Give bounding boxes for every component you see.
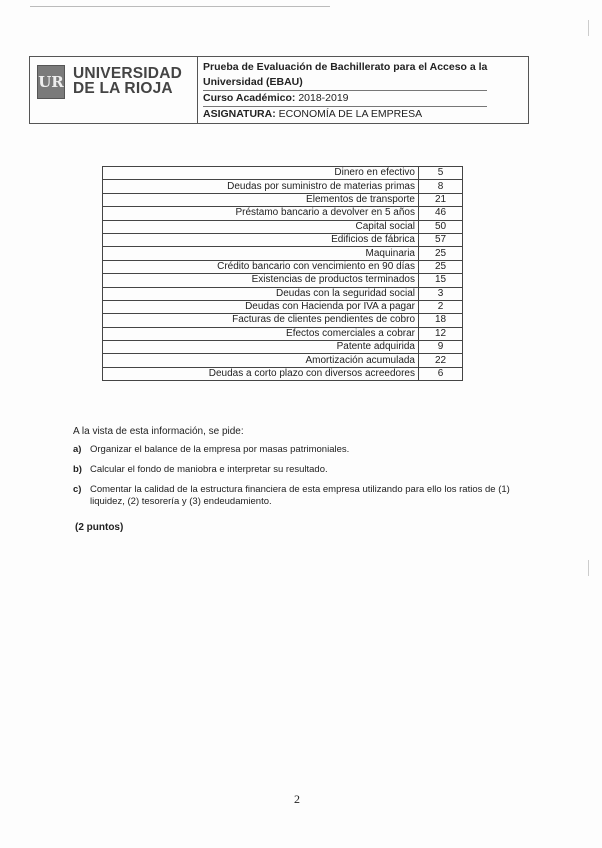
scan-mark [588, 560, 589, 576]
table-row [103, 287, 463, 300]
value-cell: 15 [419, 274, 463, 287]
table-row [103, 300, 463, 313]
exam-header [29, 56, 529, 124]
concept-cell: Elementos de transporte [103, 193, 419, 206]
value-cell: 6 [419, 367, 463, 380]
question-item [73, 464, 533, 476]
balance-items-table [102, 166, 463, 381]
concept-cell: Crédito bancario con vencimiento en 90 días [103, 260, 419, 273]
question-item [73, 484, 533, 508]
university-name: UNIVERSIDAD DE LA RIOJA [73, 65, 182, 97]
concept-cell: Capital social [103, 220, 419, 233]
value-cell: 2 [419, 300, 463, 313]
question-item [73, 444, 533, 456]
table-row [103, 220, 463, 233]
table-row [103, 314, 463, 327]
table-row [103, 341, 463, 354]
item-key: a) [73, 444, 82, 455]
value-cell: 50 [419, 220, 463, 233]
table-row [103, 167, 463, 180]
value-cell: 18 [419, 314, 463, 327]
course-line: Curso Académico: 2018-2019 [203, 91, 487, 107]
exam-info [198, 57, 487, 123]
question-items [73, 444, 533, 516]
item-key: c) [73, 484, 82, 495]
concept-cell: Patente adquirida [103, 341, 419, 354]
table-row [103, 207, 463, 220]
value-cell: 46 [419, 207, 463, 220]
table-row [103, 247, 463, 260]
table-row [103, 233, 463, 246]
question-intro: A la vista de esta información, se pide: [73, 426, 244, 437]
value-cell: 22 [419, 354, 463, 367]
value-cell: 3 [419, 287, 463, 300]
table-row [103, 180, 463, 193]
question-points: (2 puntos) [75, 522, 124, 533]
value-cell: 25 [419, 247, 463, 260]
table-row [103, 354, 463, 367]
exam-title-line1: Prueba de Evaluación de Bachillerato para el Acceso a la [203, 61, 488, 73]
concept-cell: Deudas a corto plazo con diversos acreedores [103, 367, 419, 380]
table-row [103, 260, 463, 273]
concept-cell: Existencias de productos terminados [103, 274, 419, 287]
table-row [103, 367, 463, 380]
scan-mark [588, 20, 589, 36]
page-number: 2 [294, 792, 300, 806]
top-rule [30, 6, 330, 7]
university-logo-icon: UR [37, 65, 65, 99]
value-cell: 9 [419, 341, 463, 354]
concept-cell: Dinero en efectivo [103, 167, 419, 180]
value-cell: 21 [419, 193, 463, 206]
concept-cell: Deudas con Hacienda por IVA a pagar [103, 300, 419, 313]
concept-cell: Facturas de clientes pendientes de cobro [103, 314, 419, 327]
value-cell: 5 [419, 167, 463, 180]
table-row [103, 327, 463, 340]
item-text: Comentar la calidad de la estructura financiera de esta empresa utilizando para ello los ratios de (1) liquidez, (2) tesorería y (3) endeudamiento. [90, 484, 510, 507]
item-key: b) [73, 464, 82, 475]
subject-line: ASIGNATURA: ECONOMÍA DE LA EMPRESA [203, 108, 423, 120]
value-cell: 8 [419, 180, 463, 193]
concept-cell: Deudas por suministro de materias primas [103, 180, 419, 193]
university-brand [30, 57, 198, 123]
item-text: Calcular el fondo de maniobra e interpretar su resultado. [90, 464, 328, 475]
concept-cell: Deudas con la seguridad social [103, 287, 419, 300]
value-cell: 57 [419, 233, 463, 246]
value-cell: 12 [419, 327, 463, 340]
concept-cell: Préstamo bancario a devolver en 5 años [103, 207, 419, 220]
exam-title-line2: Universidad (EBAU) [203, 75, 487, 91]
concept-cell: Efectos comerciales a cobrar [103, 327, 419, 340]
table-row [103, 274, 463, 287]
concept-cell: Amortización acumulada [103, 354, 419, 367]
item-text: Organizar el balance de la empresa por masas patrimoniales. [90, 444, 350, 455]
concept-cell: Maquinaria [103, 247, 419, 260]
value-cell: 25 [419, 260, 463, 273]
table-row [103, 193, 463, 206]
concept-cell: Edificios de fábrica [103, 233, 419, 246]
